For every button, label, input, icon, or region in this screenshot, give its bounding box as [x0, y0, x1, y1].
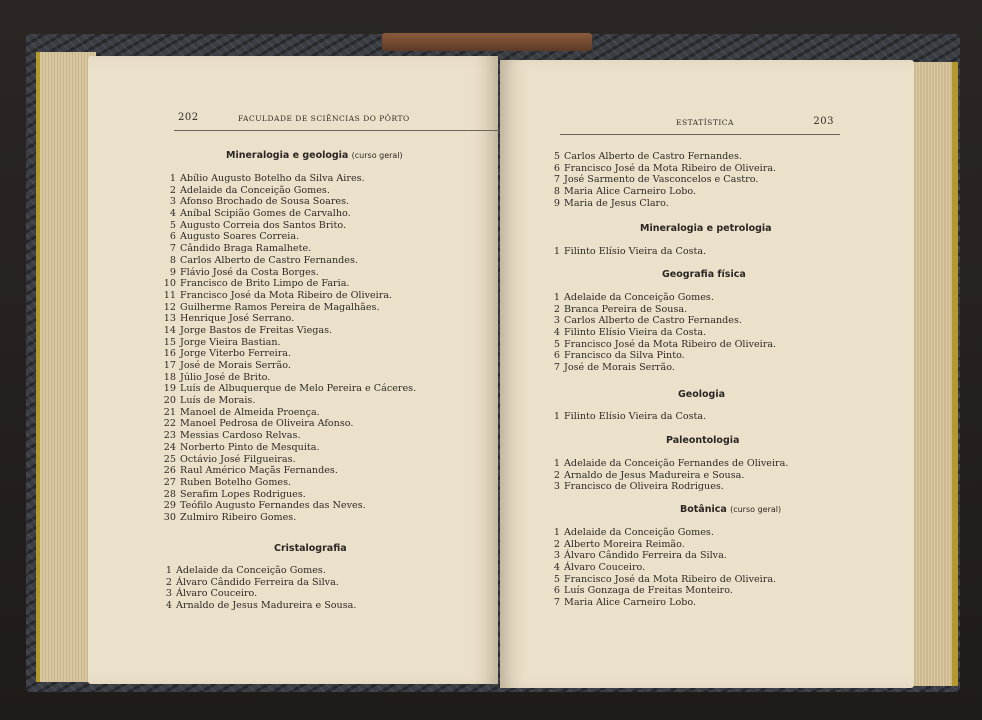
entry-name: Filinto Elísio Vieira da Costa.	[564, 327, 707, 339]
list-item	[158, 231, 416, 243]
section-heading	[666, 435, 739, 446]
entry-name: Francisco José da Mota Ribeiro de Oliveira.	[564, 573, 777, 585]
entry-number: 7	[553, 174, 560, 186]
list-item	[158, 220, 416, 232]
list-item	[158, 465, 416, 477]
right-page-number: 203	[813, 116, 834, 127]
entry-name: Henrique José Serrano.	[180, 313, 295, 325]
entry-number: 3	[553, 315, 560, 327]
entry-number: 7	[553, 362, 560, 374]
right-running-title: ESTATÍSTICA	[676, 118, 734, 127]
entry-number: 30	[163, 511, 176, 523]
list-item	[542, 362, 776, 374]
list-item	[542, 539, 776, 551]
entry-number: 20	[163, 395, 176, 407]
list-item	[542, 198, 776, 210]
section-heading-title: Geografia física	[662, 269, 746, 280]
entry-number: 28	[163, 488, 176, 500]
list-item	[158, 372, 416, 384]
entry-number: 11	[163, 289, 176, 301]
section-heading	[662, 269, 746, 280]
entry-name: Francisco da Silva Pinto.	[564, 350, 685, 362]
entry-number: 2	[165, 576, 172, 588]
entry-name: Carlos Alberto de Castro Fernandes.	[564, 315, 742, 327]
entry-number: 4	[165, 600, 172, 612]
list-item	[542, 327, 776, 339]
section-heading-note: (curso geral)	[730, 505, 782, 514]
list-item	[158, 442, 416, 454]
entry-name: Francisco de Oliveira Rodrigues.	[564, 481, 724, 493]
entry-name: Arnaldo de Jesus Madureira e Sousa.	[176, 600, 357, 612]
list-item	[542, 470, 788, 482]
entry-name: Flávio José da Costa Borges.	[180, 266, 319, 278]
list-item	[158, 360, 416, 372]
name-list	[154, 565, 356, 612]
list-item	[542, 550, 776, 562]
entry-number: 26	[163, 465, 176, 477]
list-item	[158, 255, 416, 267]
list-item	[158, 302, 416, 314]
name-list	[542, 458, 788, 493]
entry-name: Raul Américo Maçãs Fernandes.	[180, 465, 338, 477]
list-item	[542, 562, 776, 574]
entry-number: 9	[553, 197, 560, 209]
entry-name: Luís de Albuquerque de Melo Pereira e Cáceres.	[180, 383, 417, 395]
entry-name: Octávio José Filgueiras.	[180, 453, 296, 465]
entry-name: Francisco José da Mota Ribeiro de Oliveira.	[564, 338, 777, 350]
entry-number: 5	[553, 151, 560, 162]
list-item	[158, 278, 416, 290]
list-item	[542, 151, 776, 163]
list-item	[158, 348, 416, 360]
entry-number: 13	[163, 313, 176, 325]
entry-name: Augusto Soares Correia.	[180, 231, 300, 243]
list-item	[158, 500, 416, 512]
list-item	[158, 337, 416, 349]
name-list	[542, 246, 706, 258]
entry-name: Francisco de Brito Limpo de Faria.	[180, 278, 350, 290]
list-item	[542, 186, 776, 198]
list-item	[542, 585, 776, 597]
list-item	[158, 313, 416, 325]
section-heading	[274, 543, 347, 554]
list-item	[154, 588, 356, 600]
entry-name: Filinto Elísio Vieira da Costa.	[564, 411, 707, 422]
list-item	[154, 600, 356, 612]
list-item	[158, 185, 416, 197]
list-item	[542, 163, 776, 175]
entry-number: 10	[163, 278, 176, 290]
entry-name: Abílio Augusto Botelho da Silva Aires.	[180, 173, 365, 184]
entry-name: Álvaro Cândido Ferreira da Silva.	[176, 576, 339, 588]
entry-number: 3	[553, 550, 560, 562]
entry-name: Ruben Botelho Gomes.	[180, 476, 292, 488]
left-page-number: 202	[178, 112, 199, 123]
list-item	[542, 597, 776, 609]
entry-name: Branca Pereira de Sousa.	[564, 303, 688, 315]
right-page	[500, 60, 914, 688]
entry-number: 1	[553, 246, 560, 257]
left-running-title: FACULDADE DE SCIÊNCIAS DO PÔRTO	[238, 114, 410, 123]
list-item	[542, 174, 776, 186]
entry-name: Adelaide da Conceição Fernandes de Oliveira.	[564, 458, 789, 469]
entry-name: Messias Cardoso Relvas.	[180, 430, 301, 442]
section-heading	[680, 504, 781, 515]
list-item	[542, 574, 776, 586]
list-item	[158, 477, 416, 489]
list-item	[158, 395, 416, 407]
right-running-head	[560, 116, 840, 135]
section-heading-note: (curso geral)	[351, 151, 403, 160]
left-page	[88, 56, 498, 684]
list-item	[158, 489, 416, 501]
section-heading-title: Cristalografia	[274, 543, 347, 554]
entry-name: Jorge Vieira Bastian.	[180, 336, 281, 348]
entry-name: Alberto Moreira Reimão.	[564, 538, 685, 550]
entry-number: 1	[553, 458, 560, 469]
name-list	[158, 173, 416, 524]
entry-number: 2	[553, 469, 560, 481]
list-item	[542, 350, 776, 362]
list-item	[542, 481, 788, 493]
entry-number: 4	[553, 327, 560, 339]
entry-name: Álvaro Couceiro.	[564, 562, 646, 574]
entry-number: 3	[169, 196, 176, 208]
list-item	[158, 430, 416, 442]
section-heading-title: Paleontologia	[666, 435, 740, 446]
list-item	[158, 243, 416, 255]
list-item	[158, 512, 416, 524]
entry-number: 1	[553, 292, 560, 303]
entry-number: 21	[163, 406, 176, 418]
page-edges-right	[908, 62, 958, 686]
entry-number: 29	[163, 500, 176, 512]
entry-name: Adelaide da Conceição Gomes.	[180, 184, 330, 196]
entry-number: 9	[169, 266, 176, 278]
entry-number: 1	[553, 411, 560, 422]
entry-name: Júlio José de Brito.	[180, 371, 271, 383]
entry-name: Luís de Morais.	[180, 395, 256, 407]
list-item	[542, 246, 706, 258]
list-item	[158, 267, 416, 279]
entry-number: 4	[169, 208, 176, 220]
name-list	[542, 411, 706, 423]
entry-name: Francisco José da Mota Ribeiro de Oliveira.	[564, 162, 777, 174]
list-item	[154, 565, 356, 577]
entry-number: 16	[163, 348, 176, 360]
list-item	[542, 527, 776, 539]
entry-name: Adelaide da Conceição Gomes.	[564, 292, 714, 303]
left-running-head	[174, 112, 538, 131]
name-list	[542, 151, 776, 209]
entry-name: Filinto Elísio Vieira da Costa.	[564, 246, 707, 257]
entry-number: 15	[163, 336, 176, 348]
entry-number: 7	[553, 597, 560, 609]
entry-number: 5	[553, 338, 560, 350]
list-item	[158, 290, 416, 302]
entry-number: 8	[553, 186, 560, 198]
list-item	[158, 208, 416, 220]
list-item	[158, 196, 416, 208]
list-item	[158, 325, 416, 337]
entry-number: 12	[163, 301, 176, 313]
entry-number: 3	[165, 588, 172, 600]
entry-number: 2	[169, 184, 176, 196]
entry-number: 1	[165, 565, 172, 576]
entry-number: 19	[163, 383, 176, 395]
entry-name: Arnaldo de Jesus Madureira e Sousa.	[564, 469, 745, 481]
entry-number: 18	[163, 371, 176, 383]
entry-name: Luís Gonzaga de Freitas Monteiro.	[564, 585, 733, 597]
section-heading-title: Botânica	[680, 504, 727, 515]
entry-name: Afonso Brochado de Sousa Soares.	[180, 196, 350, 208]
entry-name: Guilherme Ramos Pereira de Magalhães.	[180, 301, 380, 313]
entry-number: 1	[553, 527, 560, 538]
entry-number: 8	[169, 254, 176, 266]
entry-name: Manoel de Almeida Proença.	[180, 406, 320, 418]
list-item	[542, 315, 776, 327]
entry-name: Teófilo Augusto Fernandes das Neves.	[180, 500, 366, 512]
entry-number: 22	[163, 418, 176, 430]
entry-name: Manoel Pedrosa de Oliveira Afonso.	[180, 418, 354, 430]
entry-number: 3	[553, 481, 560, 493]
list-item	[542, 304, 776, 316]
entry-name: Serafim Lopes Rodrigues.	[180, 488, 306, 500]
entry-name: Jorge Viterbo Ferreira.	[180, 348, 292, 360]
list-item	[158, 407, 416, 419]
entry-number: 14	[163, 324, 176, 336]
section-heading-title: Mineralogia e geologia	[226, 150, 349, 161]
entry-name: Aníbal Scipião Gomes de Carvalho.	[180, 208, 351, 220]
entry-name: José Sarmento de Vasconcelos e Castro.	[564, 174, 759, 186]
list-item	[542, 339, 776, 351]
section-heading	[678, 389, 725, 400]
entry-name: José de Morais Serrão.	[564, 362, 675, 374]
list-item	[158, 454, 416, 466]
entry-name: Álvaro Couceiro.	[176, 588, 258, 600]
list-item	[158, 173, 416, 185]
entry-name: Maria Alice Carneiro Lobo.	[564, 597, 697, 609]
entry-number: 24	[163, 441, 176, 453]
section-heading-title: Geologia	[678, 389, 726, 400]
entry-name: Adelaide da Conceição Gomes.	[176, 565, 326, 576]
entry-number: 4	[553, 562, 560, 574]
entry-number: 27	[163, 476, 176, 488]
name-list	[542, 292, 776, 374]
entry-name: Carlos Alberto de Castro Fernandes.	[564, 151, 742, 162]
entry-number: 7	[169, 243, 176, 255]
list-item	[542, 292, 776, 304]
section-heading-title: Mineralogia e petrologia	[640, 223, 772, 234]
book-spine-strap	[382, 33, 592, 51]
entry-number: 6	[553, 350, 560, 362]
entry-name: Adelaide da Conceição Gomes.	[564, 527, 714, 538]
list-item	[158, 418, 416, 430]
entry-number: 2	[553, 303, 560, 315]
list-item	[542, 411, 706, 423]
section-heading	[226, 150, 403, 161]
section-heading	[640, 223, 772, 234]
entry-number: 5	[169, 219, 176, 231]
list-item	[158, 383, 416, 395]
entry-name: Augusto Correia dos Santos Brito.	[180, 219, 347, 231]
entry-number: 23	[163, 430, 176, 442]
entry-number: 17	[163, 360, 176, 371]
entry-name: Cândido Braga Ramalhete.	[180, 243, 312, 255]
entry-name: Zulmiro Ribeiro Gomes.	[180, 511, 297, 523]
entry-name: Carlos Alberto de Castro Fernandes.	[180, 254, 358, 266]
entry-number: 2	[553, 538, 560, 550]
entry-number: 1	[169, 173, 176, 184]
page-edges-left	[36, 52, 96, 682]
entry-number: 25	[163, 453, 176, 465]
entry-number: 6	[169, 231, 176, 243]
entry-name: José de Morais Serrão.	[180, 360, 291, 371]
list-item	[154, 577, 356, 589]
entry-name: Maria de Jesus Claro.	[564, 197, 669, 209]
entry-name: Jorge Bastos de Freitas Viegas.	[180, 324, 333, 336]
entry-number: 5	[553, 573, 560, 585]
entry-name: Norberto Pinto de Mesquita.	[180, 441, 320, 453]
name-list	[542, 527, 776, 609]
entry-name: Francisco José da Mota Ribeiro de Oliveira.	[180, 289, 393, 301]
entry-name: Maria Alice Carneiro Lobo.	[564, 186, 697, 198]
entry-number: 6	[553, 585, 560, 597]
entry-number: 6	[553, 162, 560, 174]
list-item	[542, 458, 788, 470]
entry-name: Álvaro Cândido Ferreira da Silva.	[564, 550, 727, 562]
